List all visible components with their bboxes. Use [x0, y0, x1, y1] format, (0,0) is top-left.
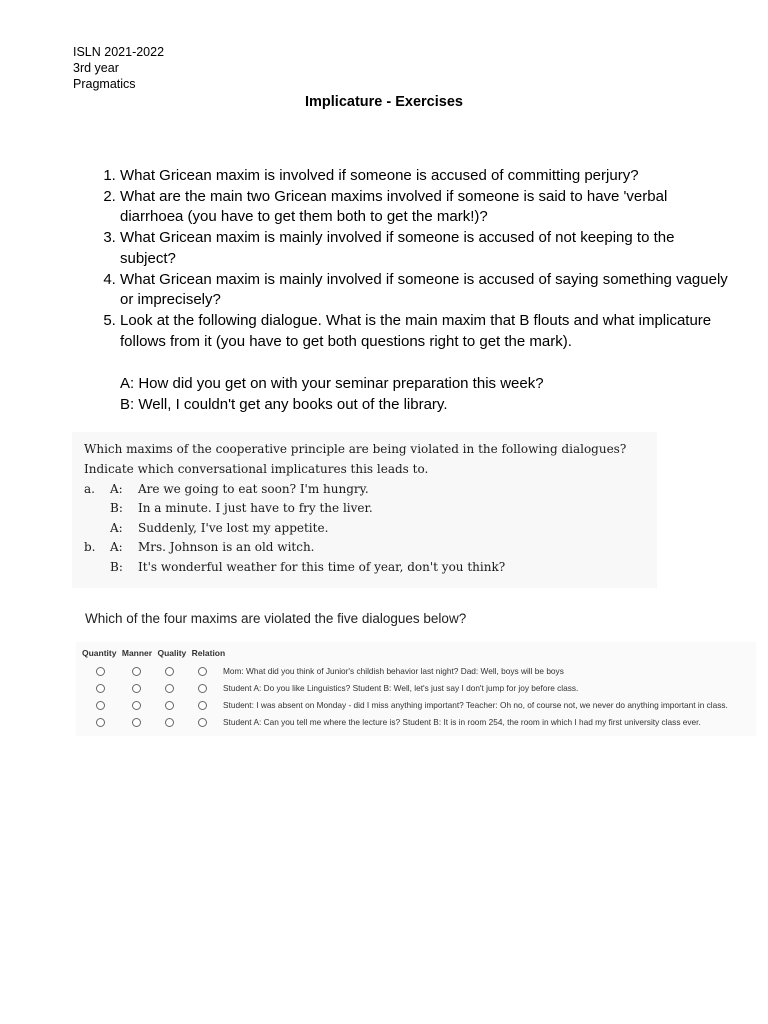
dialogue-text: Are we going to eat soon? I'm hungry.	[138, 482, 369, 496]
quiz-dialogue-text: Student: I was absent on Monday - did I miss anything important? Teacher: Oh no, of course not, we never do anything important in class.	[223, 700, 728, 710]
radio-quantity[interactable]	[96, 701, 105, 710]
dialogue-text: In a minute. I just have to fry the liver.	[138, 501, 373, 515]
quiz-row	[76, 665, 756, 679]
maxims-quiz	[76, 642, 756, 736]
question-item: 2. What are the main two Gricean maxims involved if someone is said to have 'verbal diarrhoea (you have to get them both to get the mark!)?	[120, 187, 730, 228]
dialogue-letter: b.	[84, 540, 96, 554]
column-header-quality: Quality	[157, 648, 187, 658]
radio-manner[interactable]	[132, 701, 141, 710]
page-title: Implicature - Exercises	[305, 94, 463, 110]
dialogue-text: Suddenly, I've lost my appetite.	[138, 521, 329, 535]
quiz-dialogue-text: Student A: Can you tell me where the lecture is? Student B: It is in room 254, the room in which I had my first university class ever.	[223, 717, 701, 727]
dialogue-speaker: A:	[110, 540, 123, 554]
radio-quantity[interactable]	[96, 667, 105, 676]
quiz-row	[76, 699, 756, 713]
column-header-manner: Manner	[121, 648, 153, 658]
quiz-dialogue-text: Student A: Do you like Linguistics? Student B: Well, let's just say I don't jump for joy before class.	[223, 683, 579, 693]
radio-manner[interactable]	[132, 667, 141, 676]
quiz-dialogue-text: Mom: What did you think of Junior's childish behavior last night? Dad: Well, boys will be boys	[223, 666, 564, 676]
quiz-column-headers	[82, 648, 228, 658]
question-list	[95, 166, 730, 352]
question-item: 1. What Gricean maxim is involved if someone is accused of committing perjury?	[120, 166, 730, 187]
radio-relation[interactable]	[198, 718, 207, 727]
question-item: 5. Look at the following dialogue. What is the main maxim that B flouts and what implicature follows from it (you have to get both questions right to get the mark).	[120, 311, 730, 352]
dialogue-speaker: B:	[110, 501, 123, 515]
radio-quality[interactable]	[165, 718, 174, 727]
cooperative-principle-exercise	[72, 432, 657, 588]
course-level: 3rd year	[73, 61, 119, 75]
quiz-row	[76, 716, 756, 730]
exercise-instructions: Which maxims of the cooperative principle are being violated in the following dialogues? Indicate which conversational implicatures this leads to.	[84, 442, 627, 476]
radio-manner[interactable]	[132, 684, 141, 693]
column-header-quantity: Quantity	[82, 648, 117, 658]
radio-quantity[interactable]	[96, 684, 105, 693]
radio-relation[interactable]	[198, 701, 207, 710]
dialogue-text: It's wonderful weather for this time of year, don't you think?	[138, 560, 506, 574]
radio-quality[interactable]	[165, 667, 174, 676]
radio-manner[interactable]	[132, 718, 141, 727]
course-subject: Pragmatics	[73, 77, 136, 91]
radio-quantity[interactable]	[96, 718, 105, 727]
dialogue-line-b: B: Well, I couldn't get any books out of the library.	[120, 396, 448, 413]
dialogue-speaker: A:	[110, 482, 123, 496]
course-year: ISLN 2021-2022	[73, 45, 165, 59]
radio-quality[interactable]	[165, 684, 174, 693]
maxims-question-heading: Which of the four maxims are violated the five dialogues below?	[85, 611, 467, 626]
dialogue-line-a: A: How did you get on with your seminar preparation this week?	[120, 375, 544, 392]
radio-relation[interactable]	[198, 667, 207, 676]
question-item: 4. What Gricean maxim is mainly involved if someone is accused of saying something vaguely or imprecisely?	[120, 270, 730, 311]
dialogue-letter: a.	[84, 482, 95, 496]
radio-relation[interactable]	[198, 684, 207, 693]
dialogue-speaker: B:	[110, 560, 123, 574]
dialogue-speaker: A:	[110, 521, 123, 535]
column-header-relation: Relation	[191, 648, 226, 658]
question-item: 3. What Gricean maxim is mainly involved if someone is accused of not keeping to the subject?	[120, 228, 730, 269]
quiz-row	[76, 682, 756, 696]
dialogue-text: Mrs. Johnson is an old witch.	[138, 540, 315, 554]
radio-quality[interactable]	[165, 701, 174, 710]
